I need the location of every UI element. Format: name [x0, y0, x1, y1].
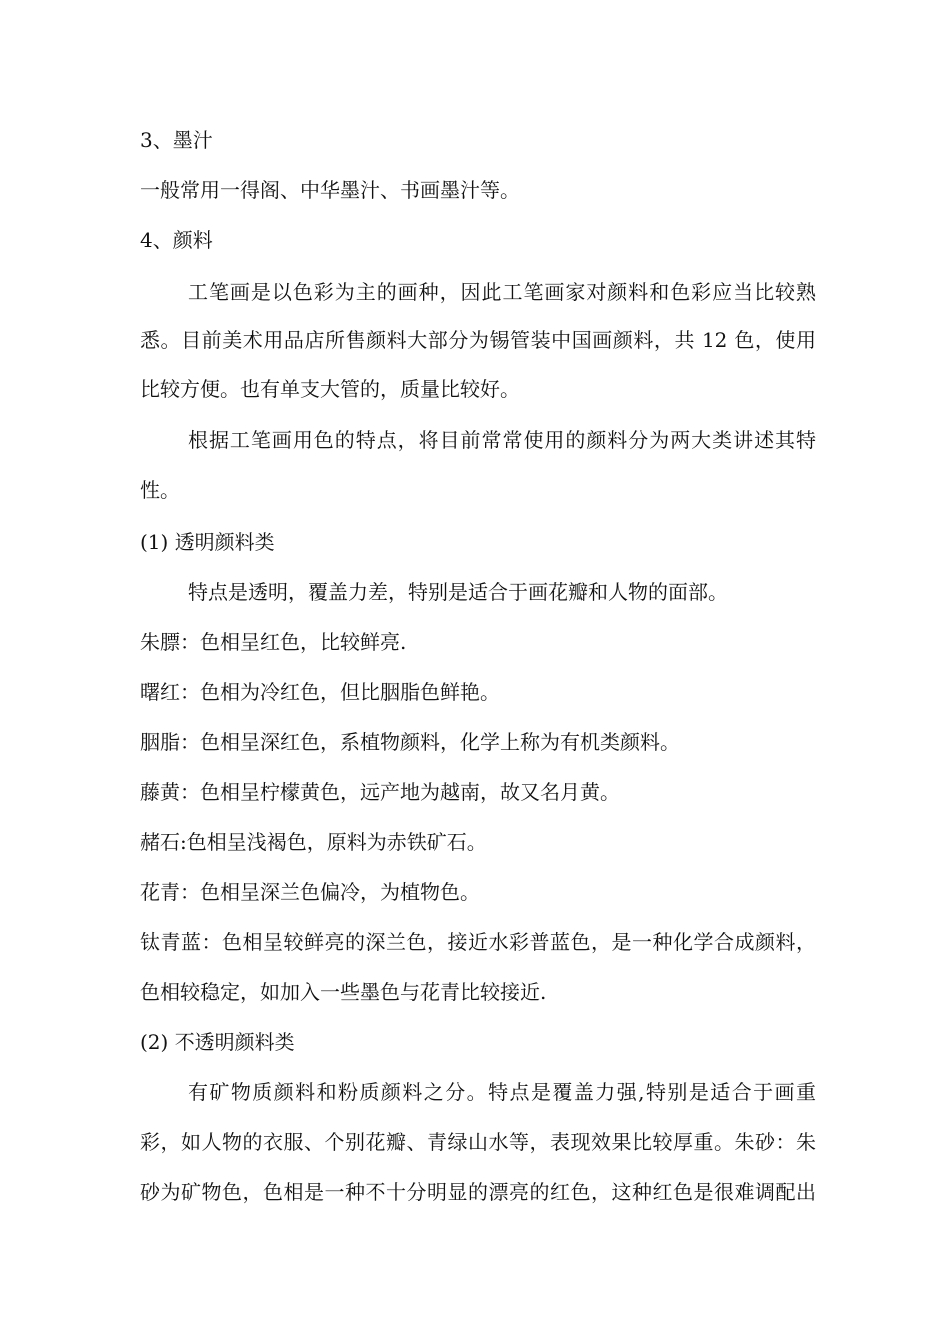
- paragraph-2-line-2: 性。: [140, 478, 180, 502]
- section-4-heading: 4、颜料: [140, 228, 213, 252]
- paragraph-3-line-3: 砂为矿物色，色相是一种不十分明显的漂亮的红色，这种红色是很难调配出: [140, 1180, 816, 1204]
- paragraph-1-line-1: 工笔画是以色彩为主的画种，因此工笔画家对颜料和色彩应当比较熟: [188, 280, 816, 304]
- paragraph-2-line-1: 根据工笔画用色的特点，将目前常常使用的颜料分为两大类讲述其特: [188, 428, 816, 452]
- pigment-item: 朱膘：色相呈红色，比较鲜亮.: [140, 630, 407, 654]
- titanium-blue-line-1: 钛青蓝：色相呈较鲜亮的深兰色，接近水彩普蓝色，是一种化学合成颜料，: [140, 930, 816, 954]
- paragraph-1-line-2: 悉。目前美术用品店所售颜料大部分为锡管装中国画颜料，共 12 色，使用: [140, 328, 816, 352]
- section-3-text: 一般常用一得阁、中华墨汁、书画墨汁等。: [140, 178, 520, 202]
- pigment-item: 胭脂：色相呈深红色，系植物颜料，化学上称为有机类颜料。: [140, 730, 680, 754]
- pigment-item: 花青：色相呈深兰色偏冷，为植物色。: [140, 880, 480, 904]
- paragraph-3-line-1: 有矿物质颜料和粉质颜料之分。特点是覆盖力强,特别是适合于画重: [188, 1080, 816, 1104]
- subsection-1-intro: 特点是透明，覆盖力差，特别是适合于画花瓣和人物的面部。: [188, 580, 728, 604]
- subsection-1-heading: (1) 透明颜料类: [140, 530, 275, 554]
- section-3-heading: 3、墨汁: [140, 128, 213, 152]
- pigment-item: 藤黄：色相呈柠檬黄色，远产地为越南，故又名月黄。: [140, 780, 620, 804]
- subsection-2-heading: (2) 不透明颜料类: [140, 1030, 295, 1054]
- pigment-item: 赭石:色相呈浅褐色，原料为赤铁矿石。: [140, 830, 487, 854]
- paragraph-3-line-2: 彩，如人物的衣服、个别花瓣、青绿山水等，表现效果比较厚重。朱砂：朱: [140, 1130, 816, 1154]
- titanium-blue-line-2: 色相较稳定，如加入一些墨色与花青比较接近.: [140, 980, 547, 1004]
- paragraph-1-line-3: 比较方便。也有单支大管的，质量比较好。: [140, 377, 520, 401]
- pigment-item: 曙红：色相为冷红色，但比胭脂色鲜艳。: [140, 680, 500, 704]
